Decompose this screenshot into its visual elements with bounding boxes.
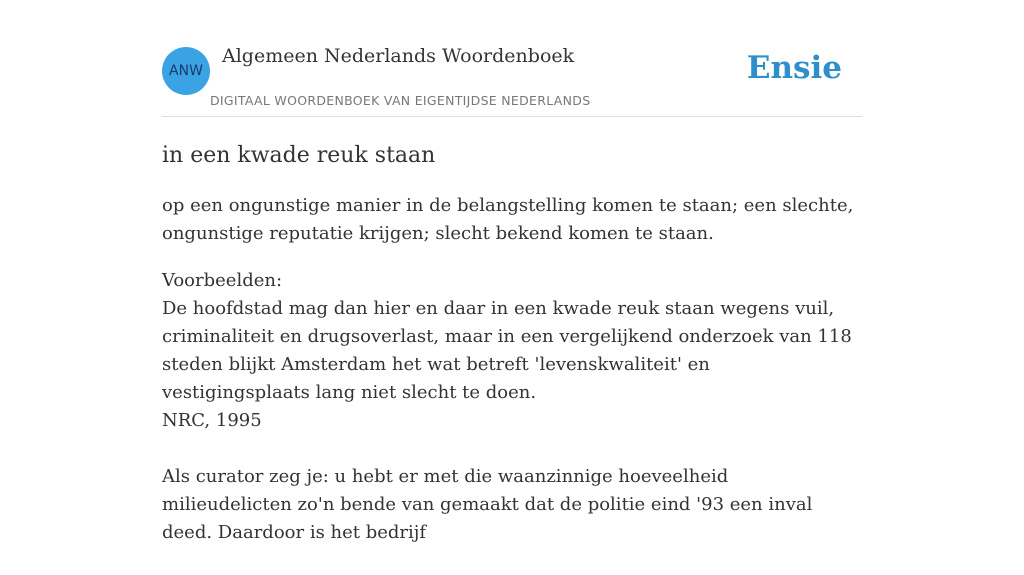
anw-logo[interactable] (162, 47, 210, 95)
example-text: De hoofdstad mag dan hier en daar in een kwade reuk staan wegens vuil, criminaliteit en drugsoverlast, maar in een vergelijkend onderzoek van 118 steden blijkt Amsterdam het wat betreft 'levenskwaliteit' en vestigingsplaats lang niet slecht te doen. (162, 298, 852, 403)
site-header (162, 0, 862, 117)
examples-label: Voorbeelden: (162, 270, 283, 291)
site-title[interactable]: Algemeen Nederlands Woordenboek (222, 45, 575, 67)
example-source: NRC, 1995 (162, 410, 262, 431)
logo-text: ANW (169, 63, 203, 79)
example-item (162, 295, 862, 435)
example-item (162, 463, 862, 547)
site-subtitle: DIGITAAL WOORDENBOEK VAN EIGENTIJDSE NEDERLANDS (210, 93, 591, 108)
page-container (162, 0, 862, 575)
ensie-brand-link[interactable]: Ensie (746, 50, 842, 86)
entry-definition: op een ongunstige manier in de belangstelling komen te staan; een slechte, ongunstige reputatie krijgen; slecht bekend komen te staan. (162, 195, 854, 244)
entry-title: in een kwade reuk staan (162, 143, 436, 168)
example-text: Als curator zeg je: u hebt er met die waanzinnige hoeveelheid milieudelicten zo'n bende van gemaakt dat de politie eind '93 een inval deed. Daardoor is het bedrijf (162, 466, 813, 543)
examples-section (162, 267, 862, 547)
